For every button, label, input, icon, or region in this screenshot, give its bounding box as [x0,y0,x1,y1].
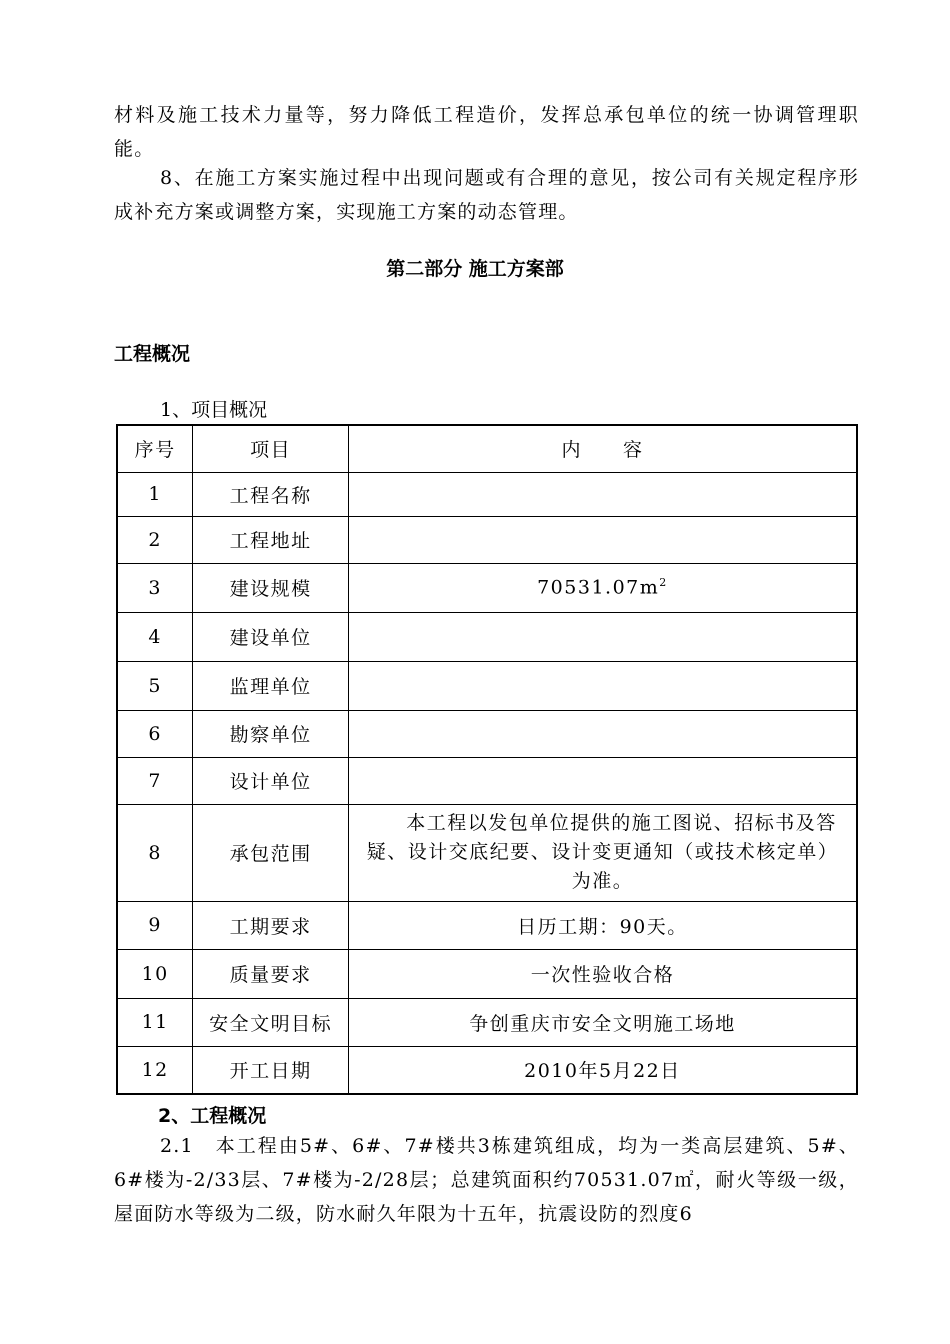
paragraph-2-1: 2.1 本工程由5#、6#、7#楼共3栋建筑组成，均为一类高层建筑、5#、6#楼为-2/33层、7#楼为-2/28层；总建筑面积约70531.07㎡，耐火等级一级，屋面防水等级为二级，防水耐久年限为十五年，抗震设防的烈度6 [114,1135,859,1225]
paragraph-continuation: 材料及施工技术力量等，努力降低工程造价，发挥总承包单位的统一协调管理职能。 [114,104,859,160]
cell-content: 本工程以发包单位提供的施工图说、招标书及答疑、设计交底纪要、设计变更通知（或技术核定单）为准。 [348,804,857,901]
cell-content: 争创重庆市安全文明施工场地 [348,998,857,1046]
cell-item: 建设单位 [193,612,349,661]
table-header-row [117,425,857,472]
cell-no: 6 [117,710,193,757]
header-no: 序号 [117,425,193,472]
cell-content [348,710,857,757]
subsection-construction-overview: 2、工程概况 [158,1105,267,1127]
cell-no: 5 [117,661,193,710]
cell-item: 设计单位 [193,757,349,804]
cell-no: 3 [117,563,193,612]
table-row [117,804,857,901]
cell-no: 9 [117,901,193,949]
table-row [117,612,857,661]
area-value: 70531.07m [537,576,660,599]
cell-item: 监理单位 [193,661,349,710]
cell-content [348,472,857,516]
cell-no: 1 [117,472,193,516]
table-row [117,563,857,612]
cell-no: 10 [117,949,193,998]
section-title: 工程概况 [114,343,191,365]
cell-content: 日历工期：90天。 [348,901,857,949]
cell-item: 工程地址 [193,516,349,563]
cell-no: 7 [117,757,193,804]
cell-no: 11 [117,998,193,1046]
cell-item: 安全文明目标 [193,998,349,1046]
cell-item: 工期要求 [193,901,349,949]
header-content: 内 容 [348,425,857,472]
cell-content [348,612,857,661]
table-row [117,1046,857,1094]
table-row [117,757,857,804]
cell-no: 8 [117,804,193,901]
cell-content: 一次性验收合格 [348,949,857,998]
cell-no: 4 [117,612,193,661]
cell-content: 2010年5月22日 [348,1046,857,1094]
cell-no: 12 [117,1046,193,1094]
cell-item: 工程名称 [193,472,349,516]
cell-content [348,661,857,710]
cell-item: 开工日期 [193,1046,349,1094]
cell-item: 承包范围 [193,804,349,901]
header-item: 项目 [193,425,349,472]
project-overview-table [116,424,858,1095]
table-row [117,710,857,757]
table-row [117,661,857,710]
paragraph-item-8: 8、在施工方案实施过程中出现问题或有合理的意见，按公司有关规定程序形成补充方案或调整方案，实现施工方案的动态管理。 [114,167,859,223]
table-row [117,472,857,516]
area-unit-superscript: 2 [659,576,668,590]
table-row [117,516,857,563]
table-row [117,901,857,949]
table-row [117,998,857,1046]
cell-content [348,757,857,804]
cell-item: 质量要求 [193,949,349,998]
part-title: 第二部分 施工方案部 [386,258,564,280]
cell-content [348,516,857,563]
cell-content [348,563,857,612]
cell-no: 2 [117,516,193,563]
cell-item: 建设规模 [193,563,349,612]
cell-item: 勘察单位 [193,710,349,757]
subsection-project-overview: 1、项目概况 [160,399,268,421]
table-row [117,949,857,998]
